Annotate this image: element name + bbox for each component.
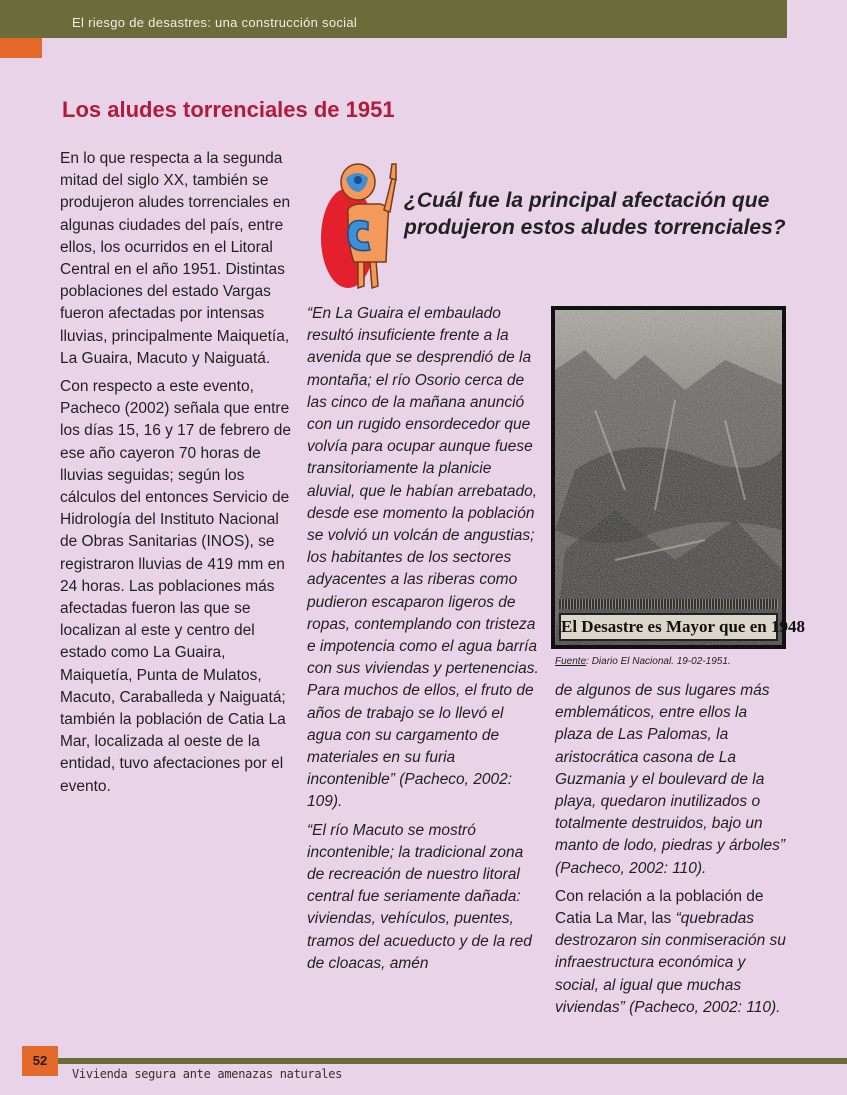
footer-rule <box>58 1058 847 1064</box>
question-mascot-icon <box>318 158 400 290</box>
section-title: Los aludes torrenciales de 1951 <box>62 97 395 122</box>
source-label: Fuente <box>555 656 587 667</box>
corner-tab <box>0 38 42 58</box>
catia-lead: Con relación a la población de Catia La Mar, las <box>555 887 764 928</box>
newspaper-photo <box>555 310 805 645</box>
quote-macuto-continued: de algunos de sus lugares más emblemáticos, entre ellos la plaza de Las Palomas, la aristocrática casona de La Guzmania y el boulevard de la playa, quedaron inutilizados o totalmente destruidos, bajo un manto de lodo, piedras y árboles” (Pacheco, 2002: 110). <box>555 682 786 877</box>
photo-fine-print <box>559 599 778 609</box>
newspaper-headline: El Desastre es Mayor que en 1948 <box>559 613 778 641</box>
newspaper-clipping <box>551 306 805 649</box>
left-column <box>60 148 295 804</box>
quote-macuto: “El río Macuto se mostró incontenible; la tradicional zona de recreación de nuestro litoral central fue seriamente dañada: viviendas, vehículos, puentes, tramos del acueducto y de la red de cloacas, amén <box>307 821 532 972</box>
left-paragraph-2: Con respecto a este evento, Pacheco (2002) señala que entre los días 15, 16 y 17 de febrero de ese año cayeron 70 horas de lluvias seguidas; según los cálculos del entonces Servicio de Hidrología del Instituto Nacional de Obras Sanitarias (INOS), se registraron lluvias de 419 mm en 24 horas. Las poblaciones más afectadas fueron las que se localizan al este y centro del estado como La Guaira, Maiquetía, Punta de Mulatos, Macuto, Caraballeda y Naiguatá; también la población de Catia La Mar, localizada al oeste de la entidad, tuvo afectaciones por el evento. <box>60 378 291 795</box>
quote-guaira: “En La Guaira el embaulado resultó insuficiente frente a la avenida que se desprendió de la montaña; el río Osorio cerca de las cinco de la mañana anunció con un rugido ensordecedor que volvía para ocupar aunque fuese transitoriamente la planicie aluvial, que le habían arrebatado, desde ese momento la población se volvió un volcán de angustias; los habitantes de los sectores adyacentes a las riberas como pudieron escaparon ligeros de ropas, contemplando con tristeza e impotencia como el agua barría con sus viviendas y pertenencias. Para muchos de ellos, el fruto de años de trabajo se lo llevó el agua con su cargamento de materiales en su furia incontenible” (Pacheco, 2002: 109). <box>307 305 539 811</box>
right-column <box>555 680 787 1025</box>
photo-source <box>555 656 731 667</box>
catia-quote: “quebradas destrozaron sin conmiseración su infraestructura económica y social, al igual que muchas viviendas” (Pacheco, 2002: 110). <box>555 910 786 1016</box>
page-number: 52 <box>22 1046 58 1076</box>
running-header: El riesgo de desastres: una construcción social <box>72 15 358 30</box>
source-text: : Diario El Nacional. 19-02-1951. <box>586 656 731 667</box>
flood-debris-image <box>555 310 782 645</box>
left-paragraph-1: En lo que respecta a la segunda mitad del siglo XX, también se produjeron aludes torrenciales en algunas ciudades del país, entre ellos, los ocurridos en el Litoral Central en el año 1951. Distintas poblaciones del estado Vargas fueron afectadas por intensas lluvias, principalmente Maiquetía, La Guaira, Macuto y Naiguatá. <box>60 150 291 367</box>
catia-paragraph <box>555 886 787 1019</box>
footer-book-title: Vivienda segura ante amenazas naturales <box>72 1067 343 1081</box>
middle-column <box>307 303 539 981</box>
question-heading: ¿Cuál fue la principal afectación que produjeron estos aludes torrenciales? <box>404 189 786 239</box>
